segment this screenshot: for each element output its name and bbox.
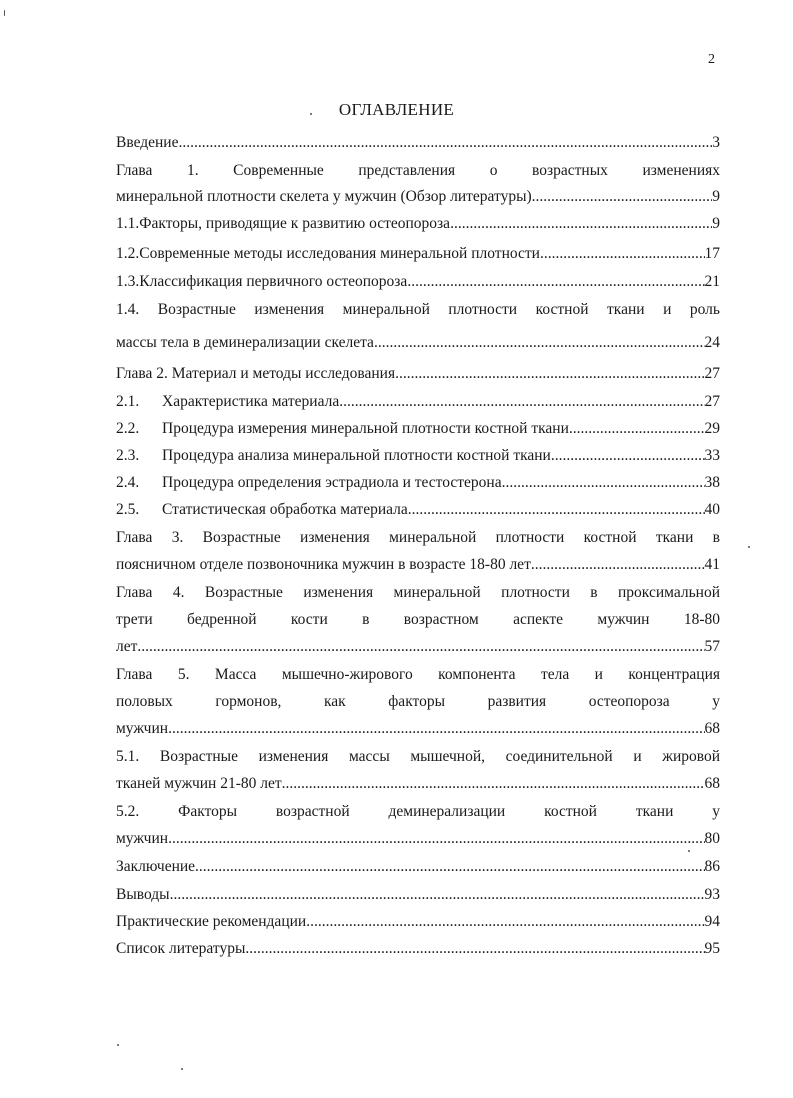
toc-entry-chapter-5-line-3: мужчин ..... 68: [116, 718, 720, 740]
toc-entry-chapter-1-line-1: Глава 1. Современные представления о возрастных изменениях: [116, 162, 720, 179]
toc-entry-recommendations: Практические рекомендации ..... 94: [116, 911, 720, 933]
toc-entry-chapter-2: Глава 2. Материал и методы исследования ..... 27: [116, 363, 720, 385]
toc-entry-chapter-4-line-1: Глава 4. Возрастные изменения минеральной плотности в проксимальной: [116, 584, 720, 601]
toc-entry-chapter-3-line-2: поясничном отделе позвоночника мужчин в возрасте 18-80 лет ..... 41: [116, 554, 720, 576]
toc-entry-5-1-line-2: тканей мужчин 21-80 лет ..... 68: [116, 773, 720, 795]
scan-speck: [181, 1068, 183, 1070]
toc-entry-chapter-5-line-2: половых гормонов, как факторы развития остеопороза у: [116, 693, 720, 710]
scan-speck: [117, 1044, 119, 1046]
toc-entry-2-5: 2.5. Статистическая обработка материала ..... 40: [116, 499, 720, 521]
page-number: 2: [708, 52, 715, 67]
scan-speck: [748, 546, 750, 548]
scan-speck: [688, 850, 690, 852]
toc-entry-5-2-line-1: 5.2. Факторы возрастной деминерализации костной ткани у: [116, 803, 720, 820]
toc-entry-1-2: 1.2.Современные методы исследования минеральной плотности ..... 17: [116, 243, 720, 265]
toc-entry-5-2-line-2: мужчин ..... 80: [116, 828, 720, 850]
toc-entry-chapter-4-line-2: трети бедренной кости в возрастном аспекте мужчин 18-80: [116, 611, 720, 628]
toc-entry-findings: Выводы ..... 93: [116, 884, 720, 906]
scan-speck: [4, 10, 5, 16]
toc-entry-1-1: 1.1.Факторы, приводящие к развитию остеопороза ..... 9: [116, 213, 720, 235]
toc-entry-2-1: 2.1. Характеристика материала ..... 27: [116, 391, 720, 413]
scan-speck: [310, 113, 312, 115]
toc-entry-chapter-1-line-2: минеральной плотности скелета у мужчин (Обзор литературы) ..... 9: [116, 186, 720, 208]
page-title: ОГЛАВЛЕНИЕ: [338, 100, 455, 119]
toc-entry-chapter-3-line-1: Глава 3. Возрастные изменения минеральной плотности костной ткани в: [116, 529, 720, 546]
toc-entry-references: Список литературы ..... 95: [116, 938, 720, 960]
toc-entry-chapter-5-line-1: Глава 5. Масса мышечно-жирового компонента тела и концентрация: [116, 666, 720, 683]
toc-entry-chapter-4-line-3: лет ..... 57: [116, 636, 720, 658]
toc-entry-2-2: 2.2. Процедура измерения минеральной плотности костной ткани ..... 29: [116, 418, 720, 440]
toc-entry-conclusion: Заключение ..... 86: [116, 856, 720, 878]
toc-entry-1-4-line-2: массы тела в деминерализации скелета ..... 24: [116, 332, 720, 354]
toc-entry-intro: Введение ..... 3: [116, 132, 720, 154]
toc-entry-2-4: 2.4. Процедура определения эстрадиола и тестостерона ..... 38: [116, 472, 720, 494]
toc-entry-1-4-line-1: 1.4. Возрастные изменения минеральной плотности костной ткани и роль: [116, 301, 720, 318]
toc-entry-1-3: 1.3.Классификация первичного остеопороза ..... 21: [116, 271, 720, 293]
toc-entry-2-3: 2.3. Процедура анализа минеральной плотности костной ткани ..... 33: [116, 445, 720, 467]
toc-entry-5-1-line-1: 5.1. Возрастные изменения массы мышечной, соединительной и жировой: [116, 748, 720, 765]
